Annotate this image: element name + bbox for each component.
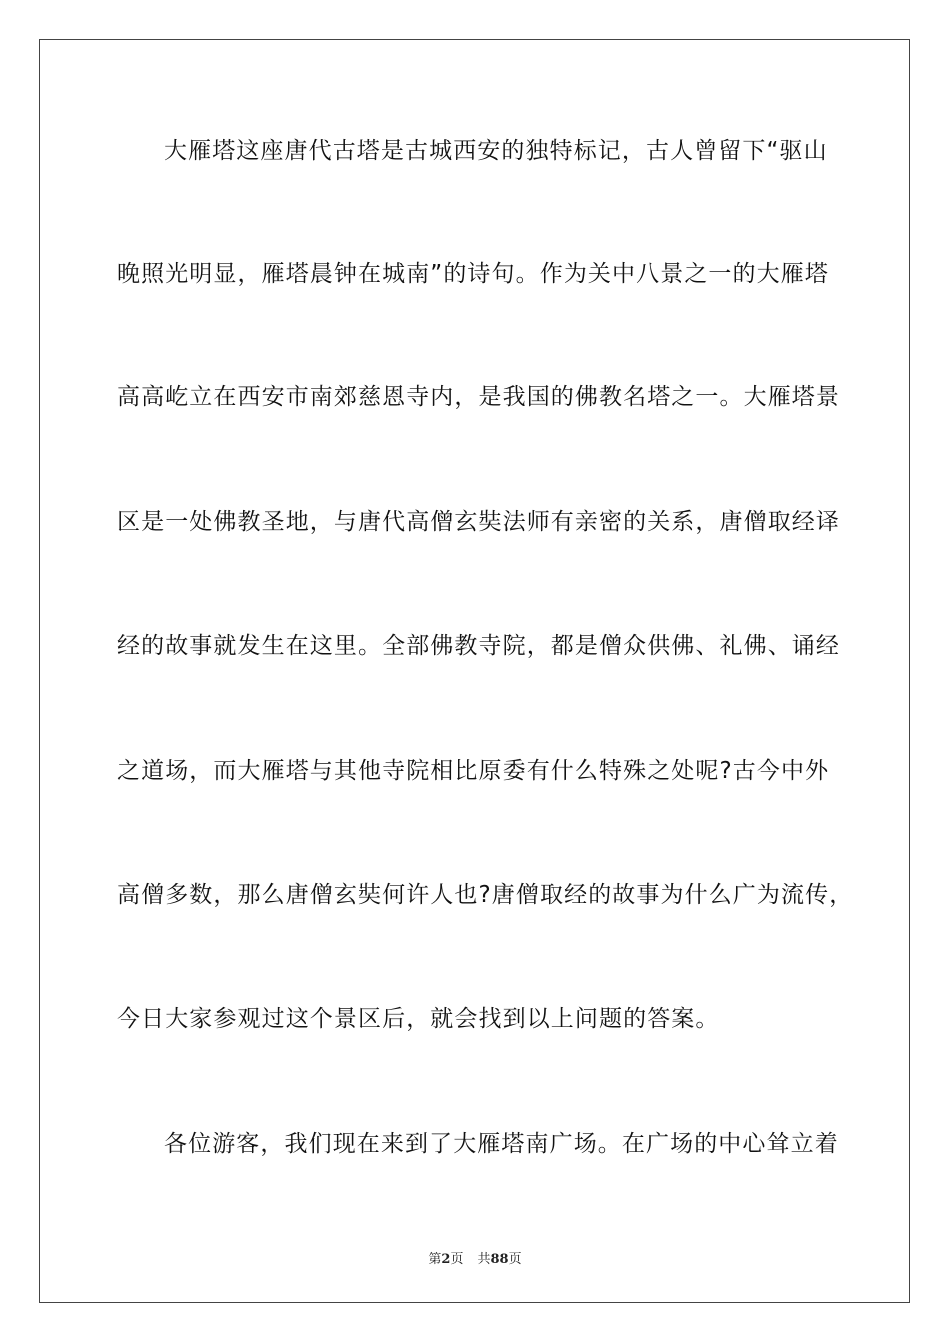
page-border — [39, 39, 910, 1303]
paragraph-1-line-4: 区是一处佛教圣地，与唐代高僧玄奘法师有亲密的关系，唐僧取经译 — [117, 509, 840, 535]
total-suffix: 页 — [508, 1252, 522, 1267]
paragraph-1-line-6: 之道场，而大雁塔与其他寺院相比原委有什么特殊之处呢?古今中外 — [117, 758, 830, 784]
paragraph-1-line-3: 高高屹立在西安市南郊慈恩寺内，是我国的佛教名塔之一。大雁塔景 — [117, 384, 840, 410]
page-suffix: 页 — [450, 1252, 464, 1267]
total-pages: 88 — [490, 1252, 509, 1267]
paragraph-1-line-5: 经的故事就发生在这里。全部佛教寺院，都是僧众供佛、礼佛、诵经 — [117, 633, 840, 659]
paragraph-2-line-1: 各位游客，我们现在来到了大雁塔南广场。在广场的中心耸立着 — [164, 1131, 839, 1157]
total-prefix: 共 — [477, 1252, 491, 1267]
paragraph-1-line-2: 晚照光明显，雁塔晨钟在城南”的诗句。作为关中八景之一的大雁塔 — [117, 261, 829, 287]
page-footer — [0, 1248, 950, 1267]
paragraph-1-line-8: 今日大家参观过这个景区后，就会找到以上问题的答案。 — [117, 1006, 720, 1032]
paragraph-1-line-7: 高僧多数，那么唐僧玄奘何许人也?唐僧取经的故事为什么广为流传， — [117, 882, 854, 908]
page-number: 2 — [441, 1252, 451, 1267]
paragraph-1-line-1: 大雁塔这座唐代古塔是古城西安的独特标记，古人曾留下“驱山 — [164, 138, 828, 164]
page-prefix: 第 — [428, 1252, 442, 1267]
